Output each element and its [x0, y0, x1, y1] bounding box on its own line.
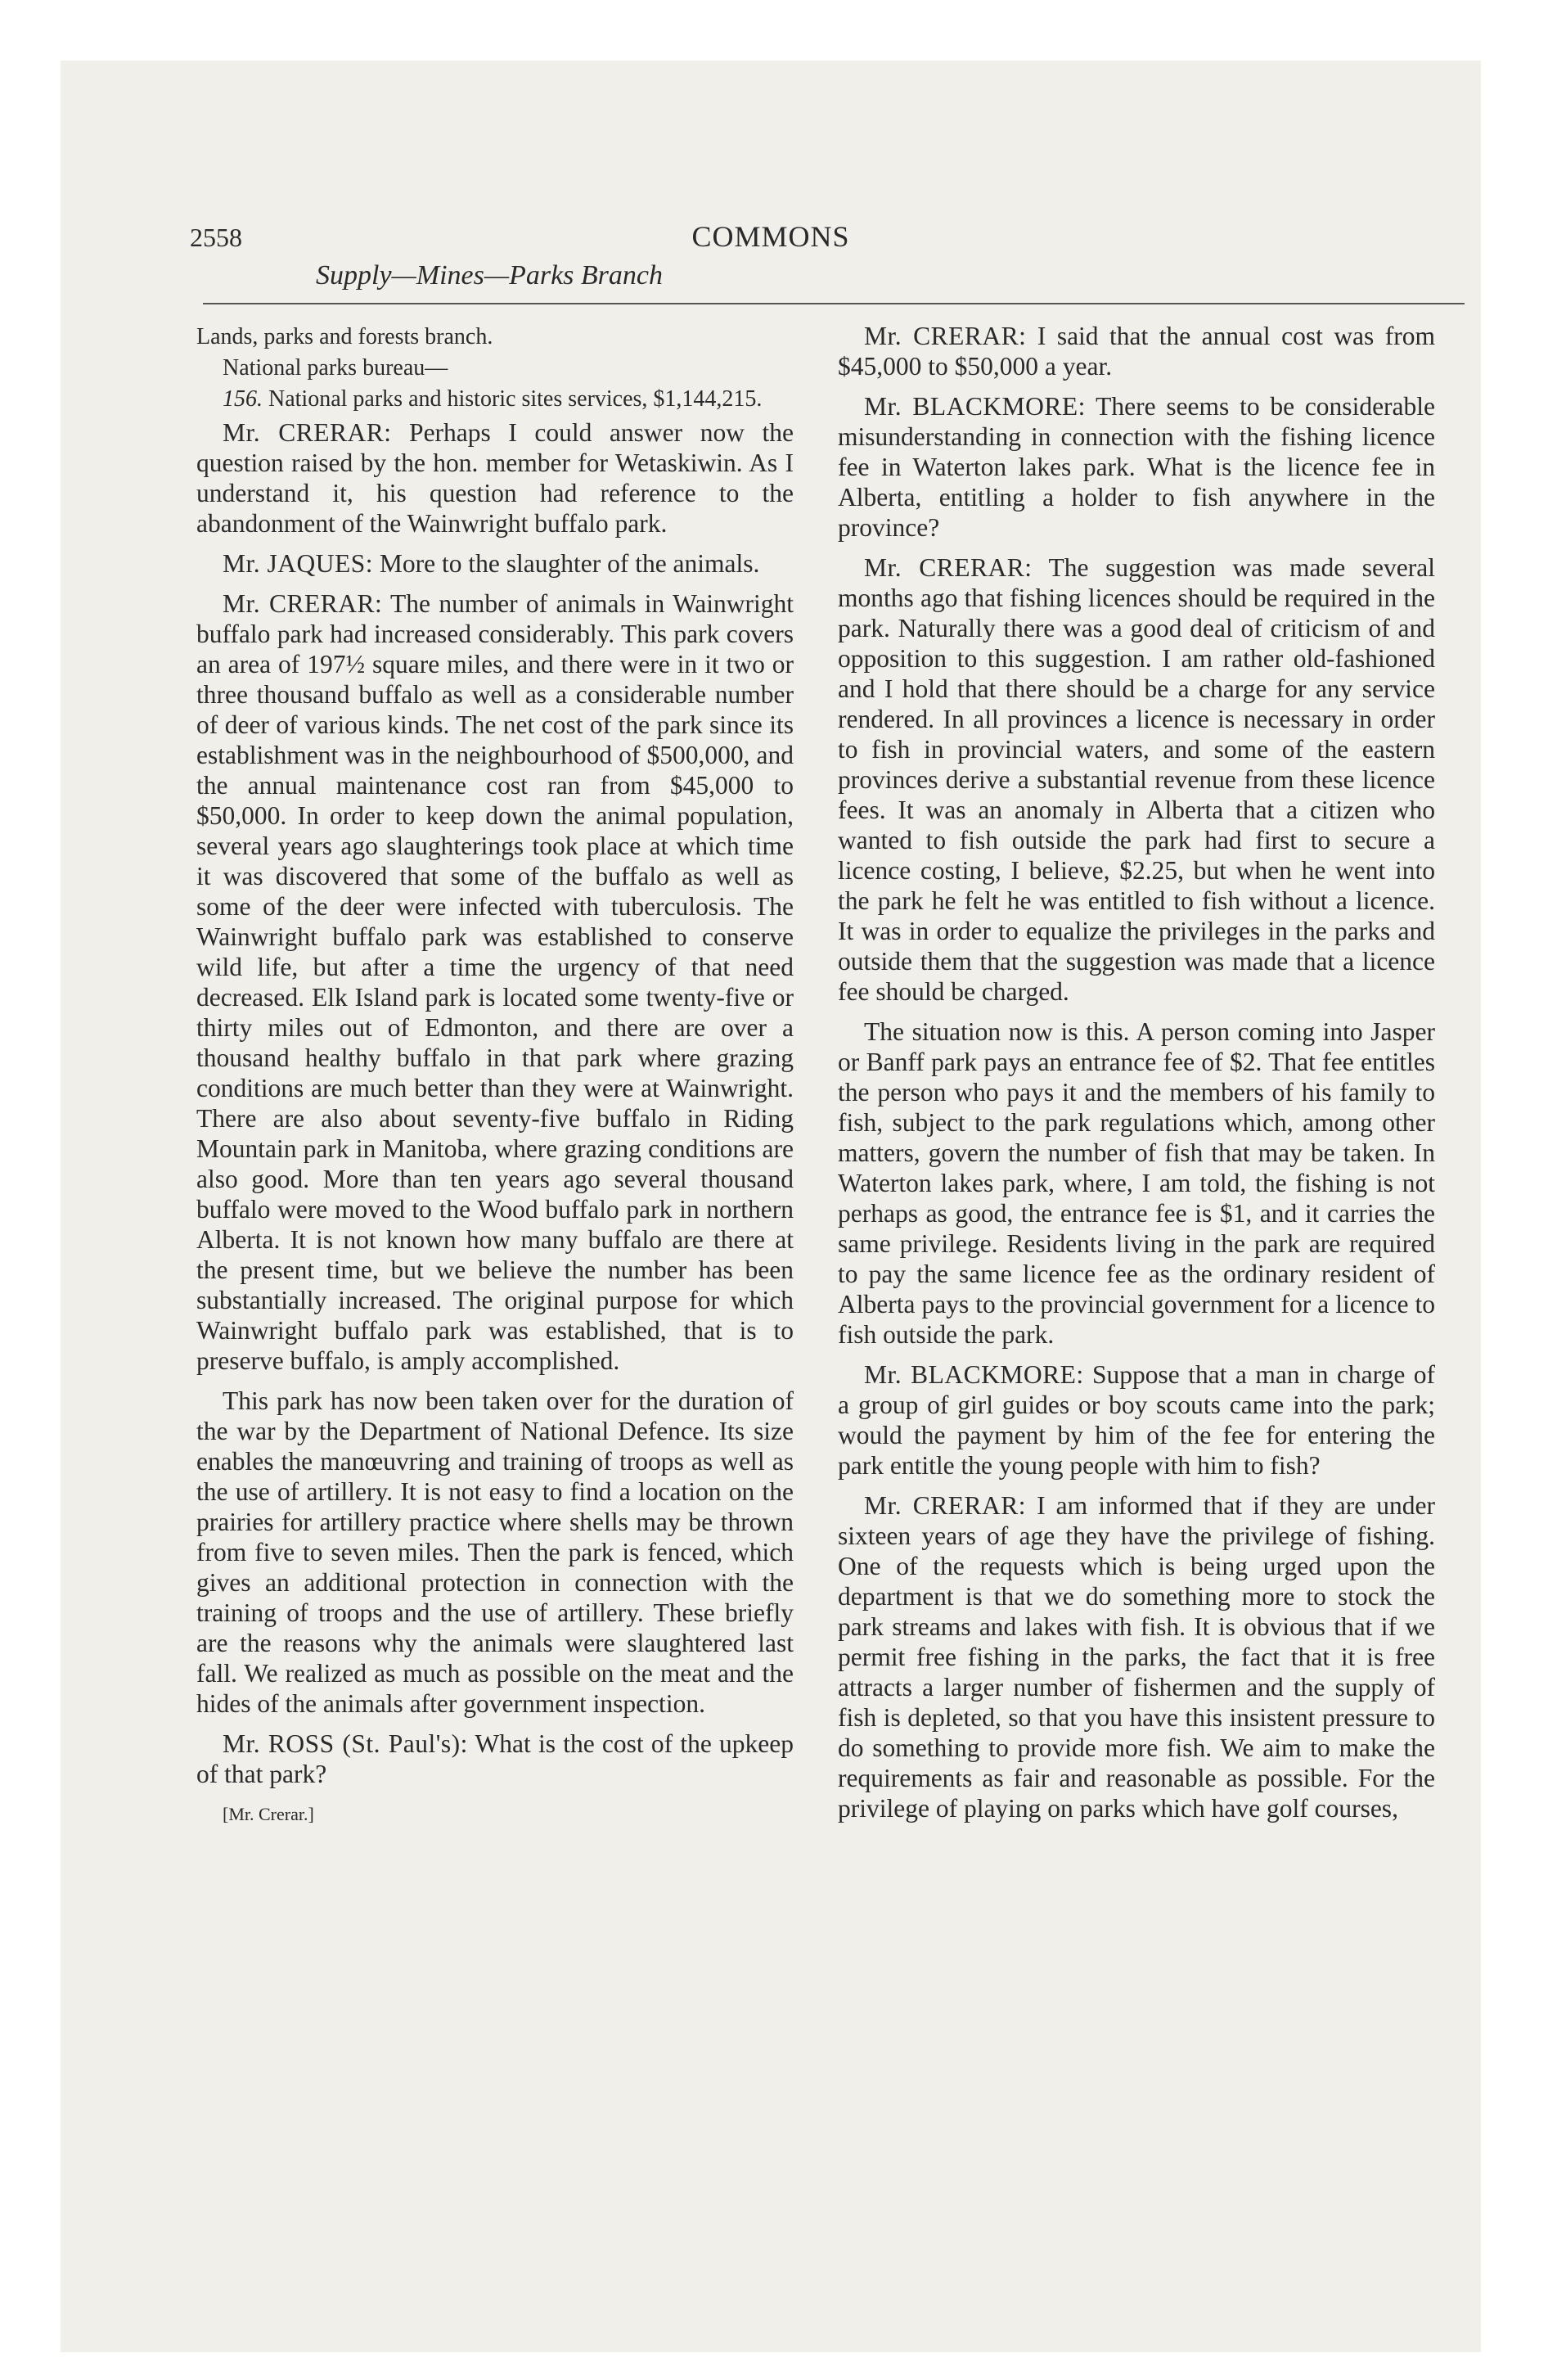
- speech-text: I said that the annual cost was from $45,000 to $50,000 a year.: [838, 322, 1436, 381]
- subject-heading: Supply—Mines—Parks Branch: [316, 260, 664, 291]
- speaker-name: Mr. CRERAR:: [864, 553, 1033, 582]
- speaker-name: Mr. CRERAR:: [864, 1491, 1027, 1520]
- estimate-bureau: National parks bureau—: [223, 355, 448, 381]
- speech-text: This park has now been taken over for the duration of the war by the Department of National Defence. Its size enables the manœuvring and training of troops as well as the use of artillery. It is not easy to find a location on the prairies for artillery practice where shells may be thrown from five to seven miles. Then the park is fenced, which gives an additional protection in connection with the training of troops and the use of artillery. These briefly are the reasons why the animals were slaughtered last fall. We realized as much as possible on the meat and the hides of the animals after government inspection.: [196, 1386, 794, 1718]
- speech-paragraph: [838, 552, 1435, 1007]
- speech-paragraph: [196, 1729, 794, 1789]
- page-sheet: [61, 61, 1481, 2352]
- speech-text: The suggestion was made several months ago that fishing licences should be required in the park. Naturally there was a good deal of criticism of and opposition to this suggestion. I am rather old-fashioned and I hold that there should be a charge for any service rendered. In all provinces a licence is necessary in order to fish in provincial waters, and some of the eastern provinces derive a substantial revenue from these licence fees. It was an anomaly in Alberta that a citizen who wanted to fish outside the park had first to secure a licence costing, I believe, $2.25, but when he went into the park he felt he was entitled to fish without a licence. It was in order to equalize the privileges in the parks and outside them that the suggestion was made that a licence fee should be charged.: [838, 553, 1435, 1006]
- speech-text: Suppose that a man in charge of a group of girl guides or boy scouts came into the park; would the payment by him of the fee for entering the park entitle the young people with him to fish?: [838, 1360, 1435, 1480]
- footnote: [Mr. Crerar.]: [223, 1804, 314, 1824]
- running-head: COMMONS: [691, 220, 850, 253]
- speaker-name: Mr. BLACKMORE:: [864, 1360, 1084, 1389]
- left-column: [196, 321, 794, 1839]
- page-header: [61, 157, 1481, 291]
- header-rule: [203, 303, 1465, 304]
- speech-paragraph: [838, 391, 1435, 543]
- right-column: [838, 321, 1435, 1833]
- speaker-name: Mr. BLACKMORE:: [864, 392, 1086, 421]
- speech-paragraph: [196, 1386, 794, 1719]
- speaker-name: Mr. JAQUES:: [223, 549, 374, 578]
- speech-paragraph: [838, 1359, 1435, 1481]
- speech-text: What is the cost of the upkeep of that park?: [196, 1729, 794, 1788]
- speech-paragraph: [196, 588, 794, 1376]
- speaker-name: Mr. CRERAR:: [223, 418, 392, 447]
- speaker-name: Mr. CRERAR:: [864, 322, 1027, 350]
- speech-text: More to the slaughter of the animals.: [373, 549, 760, 578]
- speech-paragraph: [196, 417, 794, 539]
- speech-paragraph: [838, 1490, 1435, 1823]
- speech-paragraph: [196, 548, 794, 579]
- speech-text: The situation now is this. A person coming into Jasper or Banff park pays an entrance fee of $2. That fee entitles the person who pays it and the members of his family to fish, subject to the park regulations which, among other matters, govern the number of fish that may be taken. In Waterton lakes park, where, I am told, the fishing is not perhaps as good, the entrance fee is $1, and it carries the same privilege. Residents living in the park are required to pay the same licence fee as the ordinary resident of Alberta pays to the provincial government for a licence to fish outside the park.: [838, 1017, 1435, 1349]
- speech-text: The number of animals in Wainwright buffalo park had increased considerably. This park covers an area of 197½ square miles, and there were in it two or three thousand buffalo as well as a considerable number of deer of various kinds. The net cost of the park since its establishment was in the neighbourhood of $500,000, and the annual maintenance cost ran from $45,000 to $50,000. In order to keep down the animal population, several years ago slaughterings took place at which time it was discovered that some of the buffalo as well as some of the deer were infected with tuberculosis. The Wainwright buffalo park was established to conserve wild life, but after a time the urgency of that need decreased. Elk Island park is located some twenty-five or thirty miles out of Edmonton, and there are over a thousand healthy buffalo in that park where grazing conditions are much better than they were at Wainwright. There are also about seventy-five buffalo in Riding Mountain park in Manitoba, where grazing conditions are also good. More than ten years ago several thousand buffalo were moved to the Wood buffalo park in northern Alberta. It is not known how many buffalo are there at the present time, but we believe the number has been substantially increased. The original purpose for which Wainwright buffalo park was established, that is to preserve buffalo, is amply accomplished.: [196, 589, 794, 1375]
- estimate-item: [196, 386, 794, 412]
- speech-text: Perhaps I could answer now the question raised by the hon. member for Wetaskiwin. As I understand it, his question had reference to the abandonment of the Wainwright buffalo park.: [196, 418, 794, 538]
- speech-paragraph: [838, 321, 1435, 381]
- speaker-name: Mr. ROSS (St. Paul's):: [223, 1729, 468, 1758]
- speech-text: There seems to be considerable misunderstanding in connection with the fishing licence fee in Waterton lakes park. What is the licence fee in Alberta, entitling a holder to fish anywhere in the province?: [838, 392, 1436, 542]
- item-number: 156.: [223, 386, 263, 412]
- speech-text: I am informed that if they are under sixteen years of age they have the privilege of fishing. One of the requests which is being urged upon the department is that we do something more to stock the park streams and lakes with fish. It is obvious that if we permit free fishing in the parks, the fact that it is free attracts a larger number of fishermen and the supply of fish is depleted, so that you have this insistent pressure to do something to provide more fish. We aim to make the requirements as fair and reasonable as possible. For the privilege of playing on parks which have golf courses,: [838, 1491, 1436, 1823]
- speaker-name: Mr. CRERAR:: [223, 589, 383, 618]
- speech-paragraph: [838, 1016, 1435, 1350]
- item-text: National parks and historic sites services, $1,144,215.: [263, 386, 763, 412]
- estimate-branch: Lands, parks and forests branch.: [196, 324, 493, 349]
- page-number: 2558: [190, 223, 242, 252]
